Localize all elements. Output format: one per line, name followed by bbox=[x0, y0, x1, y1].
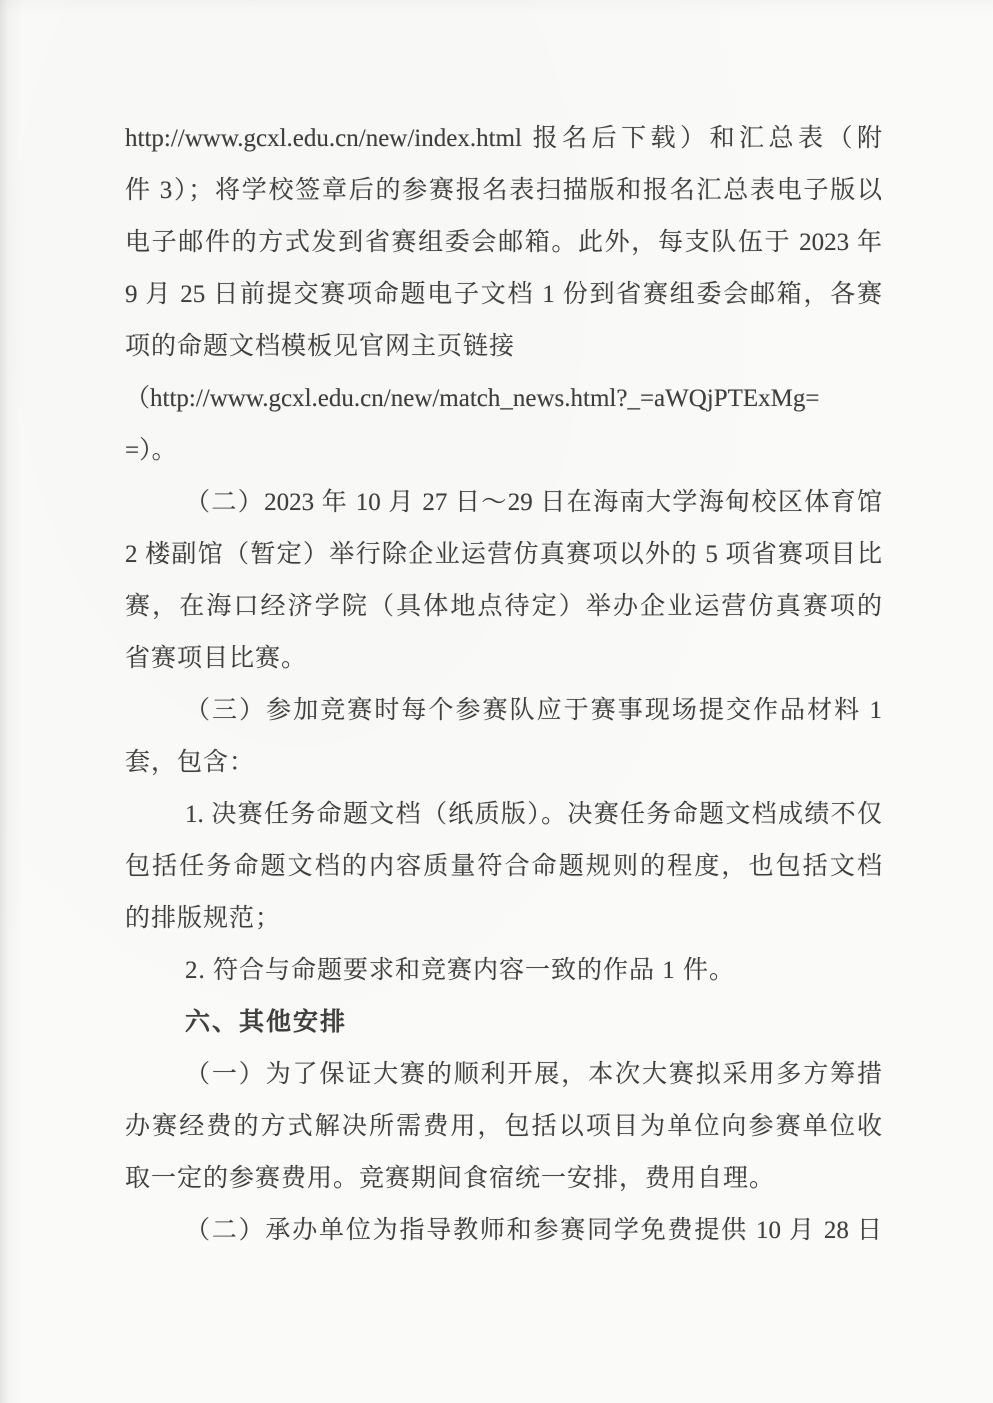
section-heading: 六、其他安排 bbox=[185, 1009, 348, 1036]
paragraph-item-1-start: （一）为了保证大赛的顺利开展，本次大赛拟采用多方筹措 bbox=[185, 1061, 882, 1088]
text-line: 包括任务命题文档的内容质量符合命题规则的程度，也包括文档 bbox=[125, 853, 882, 880]
text-line: 件 3）；将学校签章后的参赛报名表扫描版和报名汇总表电子版以 bbox=[125, 177, 882, 204]
text-line: 省赛项目比赛。 bbox=[125, 645, 308, 672]
document-body bbox=[125, 113, 882, 1257]
list-item-1-start: 1. 决赛任务命题文档（纸质版）。决赛任务命题文档成绩不仅 bbox=[185, 801, 882, 828]
text-line-url-continuation: http://www.gcxl.edu.cn/new/index.html 报名后下载）和汇总表（附 bbox=[125, 125, 882, 152]
paragraph-item-2-start: （二）2023 年 10 月 27 日～29 日在海南大学海甸校区体育馆 bbox=[185, 489, 882, 516]
text-line: 项的命题文档模板见官网主页链接 bbox=[125, 333, 516, 360]
text-line: 取一定的参赛费用。竞赛期间食宿统一安排，费用自理。 bbox=[125, 1165, 776, 1192]
text-line: 赛，在海口经济学院（具体地点待定）举办企业运营仿真赛项的 bbox=[125, 593, 882, 620]
url-line-end: =）。 bbox=[125, 437, 177, 464]
text-line: 的排版规范； bbox=[125, 905, 282, 932]
list-item-2: 2. 符合与命题要求和竞赛内容一致的作品 1 件。 bbox=[185, 957, 736, 984]
text-line: 电子邮件的方式发到省赛组委会邮箱。此外，每支队伍于 2023 年 bbox=[125, 229, 882, 256]
url-line: （http://www.gcxl.edu.cn/new/match_news.html?_=aWQjPTExMg= bbox=[125, 385, 820, 412]
paragraph-item-3-start: （三）参加竞赛时每个参赛队应于赛事现场提交作品材料 1 bbox=[185, 697, 882, 724]
text-line: 办赛经费的方式解决所需费用，包括以项目为单位向参赛单位收 bbox=[125, 1113, 882, 1140]
paragraph-item-2b-start: （二）承办单位为指导教师和参赛同学免费提供 10 月 28 日 bbox=[185, 1217, 882, 1244]
text-line: 套，包含： bbox=[125, 749, 256, 776]
text-line: 9 月 25 日前提交赛项命题电子文档 1 份到省赛组委会邮箱，各赛 bbox=[125, 281, 882, 308]
text-line: 2 楼副馆（暂定）举行除企业运营仿真赛项以外的 5 项省赛项目比 bbox=[125, 541, 882, 568]
